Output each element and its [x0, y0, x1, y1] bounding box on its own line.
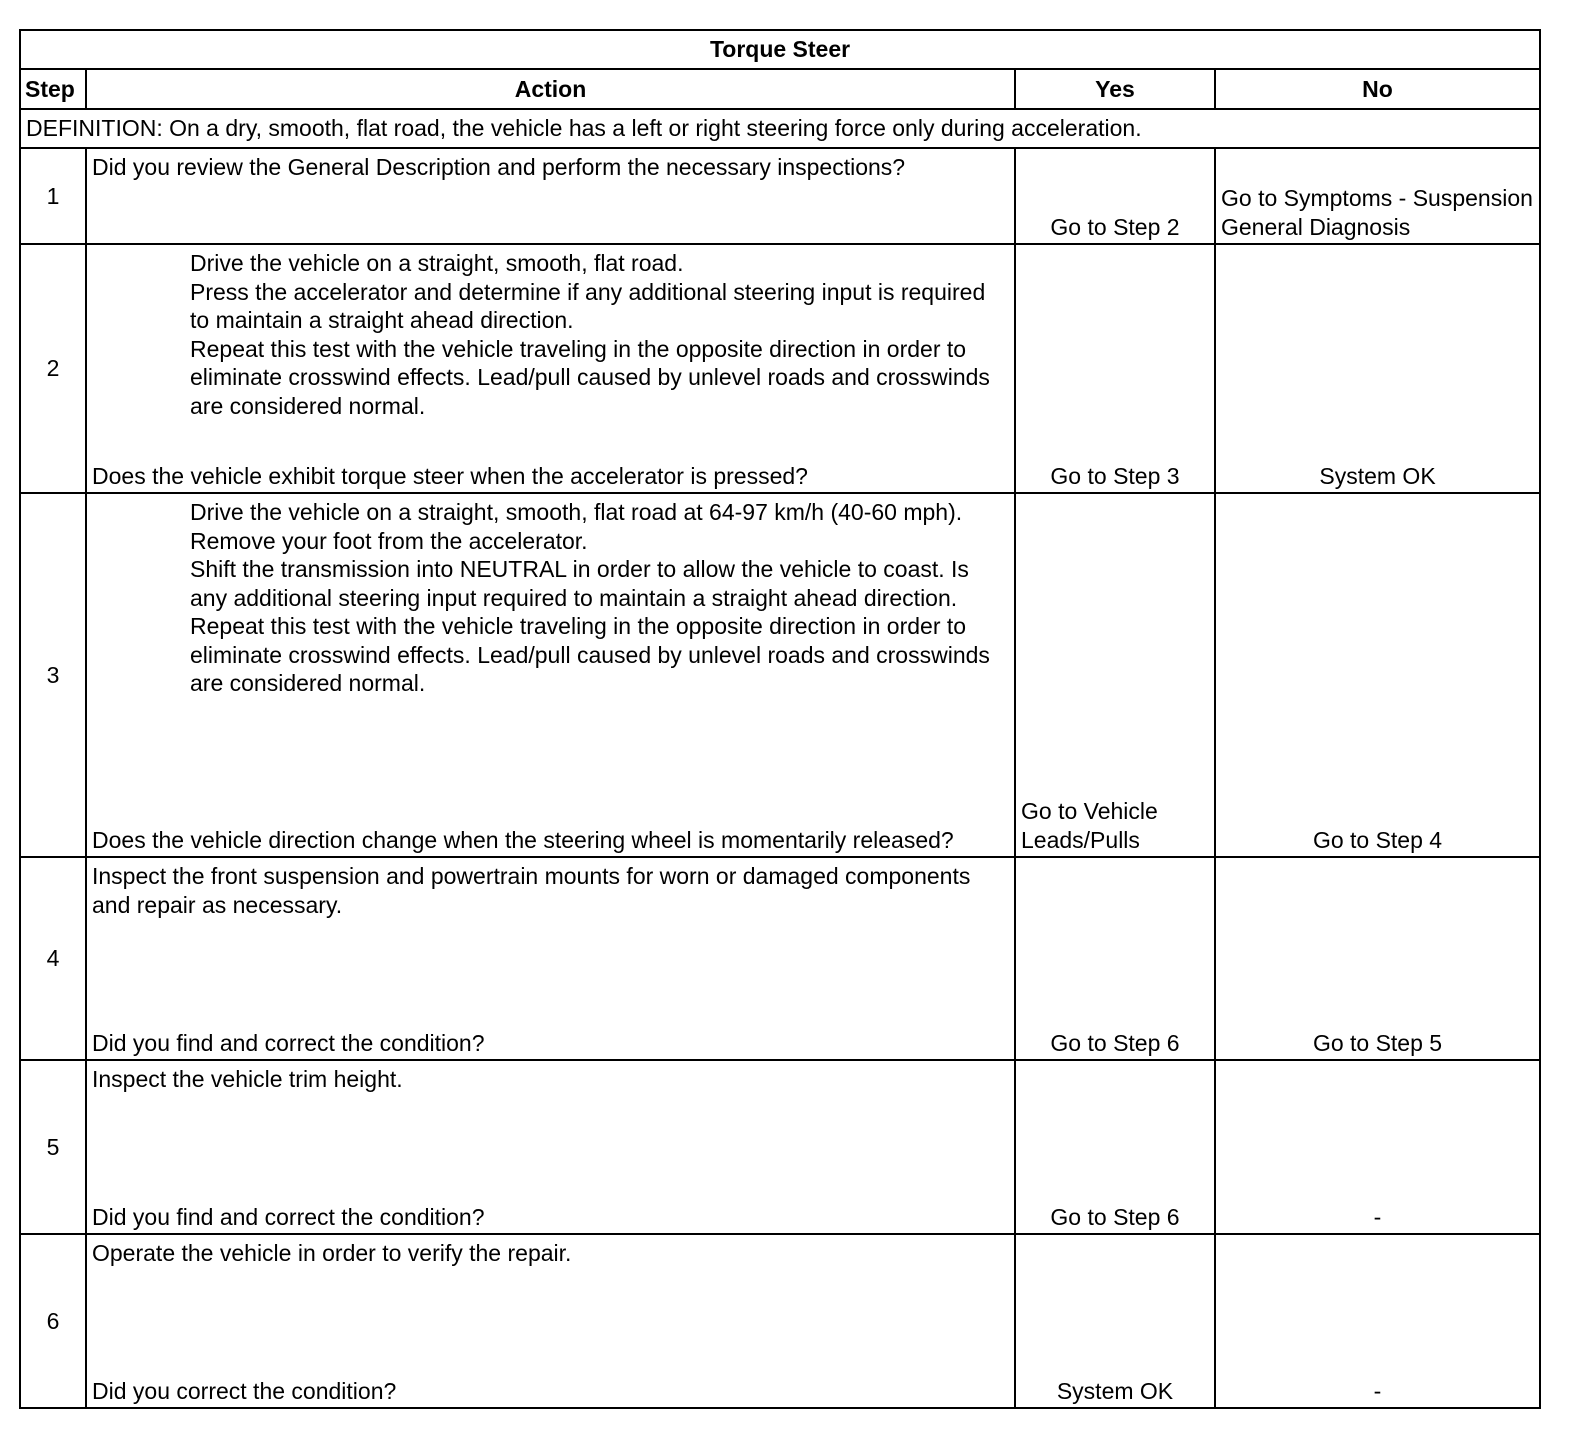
action-question: Does the vehicle direction change when the steering wheel is momentarily released?: [92, 826, 954, 853]
step-action: [86, 493, 1015, 857]
action-bullet: Shift the transmission into NEUTRAL in order to allow the vehicle to coast. Is any additional steering input required to maintain a straight ahead direction.: [190, 556, 969, 611]
step-row-2: [20, 244, 1540, 493]
definition-row: [20, 109, 1540, 148]
action-bullet: Repeat this test with the vehicle traveling in the opposite direction in order to eliminate crosswind effects. Lead/pull caused by unlevel roads and crosswinds are considered normal.: [190, 335, 990, 419]
title-row: [20, 30, 1540, 69]
step-action: [86, 244, 1015, 493]
action-bullets: [92, 498, 1009, 698]
step-number: 1: [20, 148, 86, 244]
step-yes: Go to Vehicle Leads/Pulls: [1015, 493, 1215, 857]
step-yes: Go to Step 6: [1015, 1060, 1215, 1234]
step-number: 6: [20, 1234, 86, 1408]
step-yes: System OK: [1015, 1234, 1215, 1408]
action-question: Did you find and correct the condition?: [92, 1029, 485, 1056]
action-question: Does the vehicle exhibit torque steer when the accelerator is pressed?: [92, 462, 808, 489]
diagnostic-document: [19, 29, 1539, 1409]
step-number: 3: [20, 493, 86, 857]
step-row-6: [20, 1234, 1540, 1408]
step-no: Go to Step 5: [1215, 857, 1540, 1060]
action-bullets: [92, 249, 1009, 420]
step-yes: Go to Step 2: [1015, 148, 1215, 244]
header-yes: Yes: [1015, 69, 1215, 109]
step-row-5: [20, 1060, 1540, 1234]
step-no: Go to Step 4: [1215, 493, 1540, 857]
step-number: 4: [20, 857, 86, 1060]
action-bullet: Drive the vehicle on a straight, smooth, flat road at 64-97 km/h (40-60 mph).: [190, 499, 963, 525]
step-no: Go to Symptoms - Suspension General Diagnosis: [1215, 148, 1540, 244]
step-number: 5: [20, 1060, 86, 1234]
action-intro: Inspect the front suspension and powertrain mounts for worn or damaged components and repair as necessary.: [92, 863, 971, 918]
step-number: 2: [20, 244, 86, 493]
action-intro: Inspect the vehicle trim height.: [92, 1066, 403, 1092]
step-row-3: [20, 493, 1540, 857]
action-bullet: Drive the vehicle on a straight, smooth, flat road.: [190, 250, 684, 276]
step-action: [86, 857, 1015, 1060]
step-yes: Go to Step 6: [1015, 857, 1215, 1060]
action-bullet: Remove your foot from the accelerator.: [190, 527, 588, 554]
step-action: [86, 1234, 1015, 1408]
definition-text: DEFINITION: On a dry, smooth, flat road, the vehicle has a left or right steering force only during acceleration.: [20, 109, 1540, 148]
action-intro: Did you review the General Description and perform the necessary inspections?: [92, 154, 906, 180]
step-action: [86, 148, 1015, 244]
step-row-1: [20, 148, 1540, 244]
step-no: System OK: [1215, 244, 1540, 493]
header-action: Action: [86, 69, 1015, 109]
action-question: Did you find and correct the condition?: [92, 1203, 485, 1230]
action-intro: Operate the vehicle in order to verify the repair.: [92, 1240, 572, 1266]
header-no: No: [1215, 69, 1540, 109]
step-no: -: [1215, 1060, 1540, 1234]
header-step: Step: [20, 69, 86, 109]
step-action: [86, 1060, 1015, 1234]
action-bullet: Press the accelerator and determine if any additional steering input is required to maintain a straight ahead direction.: [190, 278, 986, 333]
header-row: [20, 69, 1540, 109]
step-no: -: [1215, 1234, 1540, 1408]
torque-steer-table: [19, 29, 1541, 1409]
action-question: Did you correct the condition?: [92, 1377, 397, 1404]
action-bullet: Repeat this test with the vehicle traveling in the opposite direction in order to eliminate crosswind effects. Lead/pull caused by unlevel roads and crosswinds are considered normal.: [190, 613, 990, 696]
table-title: Torque Steer: [20, 30, 1540, 69]
step-yes: Go to Step 3: [1015, 244, 1215, 493]
step-row-4: [20, 857, 1540, 1060]
